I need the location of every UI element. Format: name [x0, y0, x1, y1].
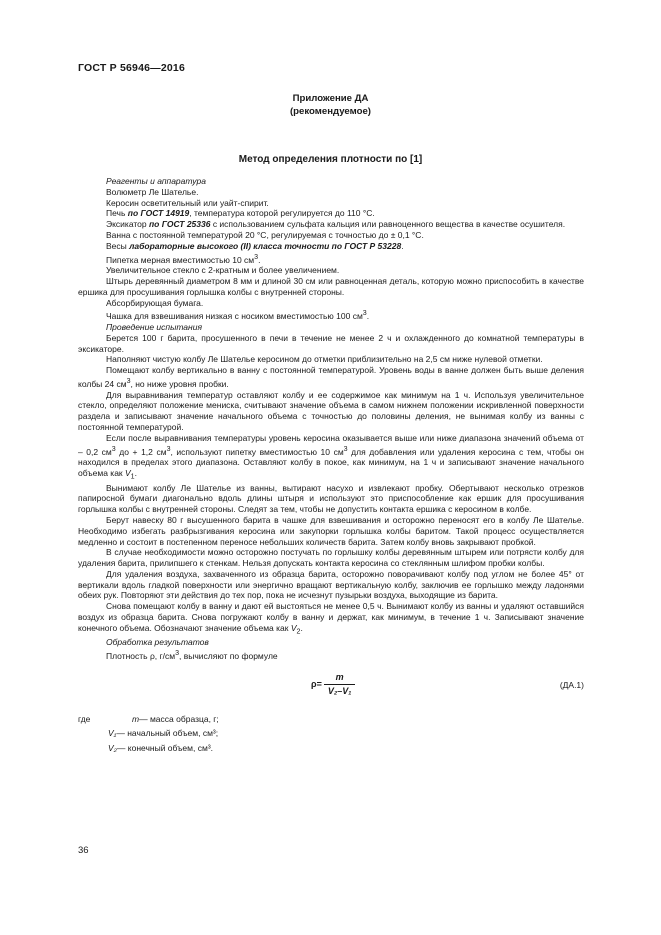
appendix-subtitle: (рекомендуемое) [289, 105, 371, 117]
legend-description: — конечный объем, см³. [116, 742, 214, 753]
equation-number: (ДА.1) [559, 679, 584, 690]
legend-description: — начальный объем, см³; [116, 728, 219, 739]
appendix-title: Приложение ДА [292, 93, 369, 104]
legend-row [78, 741, 584, 756]
legend-row [78, 712, 584, 727]
paragraph: Эксикатор по ГОСТ 25336 с использованием сульфата кальция или равноценного вещества в качестве осушителя. [106, 219, 566, 230]
formula-legend [78, 712, 584, 756]
paragraph: Помещают колбу вертикально в ванну с постоянной температурой. Уровень воды в ванне должен быть выше деления колбы 24 $см^3$, но ниже уровня пробки. [78, 365, 584, 389]
paragraph: Волюметр Ле Шателье. [106, 186, 199, 197]
legend-symbol: V₁ [108, 728, 117, 739]
page-number: 36 [78, 845, 89, 856]
formula-equals: = [316, 678, 322, 689]
density-formula [311, 672, 355, 697]
legend-row [78, 726, 584, 741]
paragraph: Плотность ρ, $г/см^3$, вычисляют по формуле [106, 649, 278, 661]
document-code: ГОСТ Р 56946—2016 [78, 62, 186, 74]
appendix-heading [0, 93, 661, 118]
paragraph: Берется 100 г барита, просушенного в печи в течение не менее 2 ч и охлажденного до комнатной температуры в эксикаторе. [78, 332, 584, 354]
paragraph: Штырь деревянный диаметром 8 мм и длиной 30 см или равноценная деталь, которую можно приспособить в качестве ершика для просушивания горлышка колбы с внутренней стороны. [78, 276, 584, 297]
paragraph: Наполняют чистую колбу Ле Шателье керосином до отметки приблизительно на 2,5 см ниже нулевой отметки. [106, 354, 543, 365]
paragraph: Печь по ГОСТ 14919, температура которой регулируется до 110 °С. [106, 208, 375, 219]
legend-symbol: V₂ [108, 742, 117, 753]
method-title: Метод определения плотности по [1] [238, 154, 423, 165]
paragraph: Берут навеску 80 г высушенного барита в чашке для взвешивания и осторожно переносят его в колбу Ле Шателье. Необходимо избегать разбрызгивания керосина или закупорки горлышка колбы баритом. Такой процесс осуществляется медленно и состоит в постепенном переносе небольших количеств барита. Затем колбу вновь закрывают пробкой. [78, 514, 584, 547]
paragraph: Снова помещают колбу в ванну и дают ей выстояться не менее 0,5 ч. Вынимают колбу из ванны и удаляют оставшийся воздух из образца барита. Снова погружают колбу в ванну и держат, как минимум, в течение 1 ч. Записывают значение конечного объема. Обозначают значение объема как $V_2$. [78, 601, 584, 636]
document-body [78, 176, 584, 755]
paragraph-list [78, 176, 584, 662]
legend-symbol: m [132, 713, 140, 724]
paragraph: Если после выравнивания температуры уровень керосина оказывается выше или ниже диапазона значений объема от – 0,2 $см^3$ до + 1,2 $см^3$, используют пипетку вместимостью 10 $см^3$ для добавления или удаления керосина с тем, чтобы он находился в пределах этого диапазона. Оставляют колбу в покое, как минимум, на 1 ч и записывают значение начального объема как $V_1$. [78, 432, 584, 481]
paragraph: Чашка для взвешивания низкая с носиком вместимостью 100 $см^3$. [106, 309, 370, 322]
paragraph: Абсорбирующая бумага. [106, 297, 204, 308]
paragraph: Керосин осветительный или уайт-спирит. [106, 197, 269, 208]
legend-description: — масса образца, г; [139, 713, 219, 724]
paragraph: В случае необходимости можно осторожно постучать по горлышку колбы деревянным штырем или потрясти колбу для удаления барита, прилипшего к стенкам. Нельзя допускать контакта керосина со стеклянным шлифом пробки колбы. [78, 547, 584, 569]
section-heading: Реагенты и аппаратура [106, 176, 206, 186]
paragraph: Для удаления воздуха, захваченного из образца барита, осторожно поворачивают колбу под углом не более 45° от вертикали вдоль гладкой поверхности или энергично вращают вертикальную колбу, заключив ее горлышко между ладонями обеих рук. Повторяют эти действия до тех пор, пока не исчезнут пузырьки воздуха, выходящие из барита. [78, 568, 584, 601]
paragraph: Вынимают колбу Ле Шателье из ванны, вытирают насухо и извлекают пробку. Обертывают несколько отрезков папиросной бумаги диагонально вдоль длины штыря и используют это приспособление как ершик для просушивания горлышка колбы с внутренней стороны. Следят за тем, чтобы не допустить контакта ершика с керосином в колбе. [78, 482, 584, 515]
paragraph: Для выравнивания температур оставляют колбу и ее содержимое как минимум на 1 ч. Используя увеличительное стекло, определяют положение мениска, считывают значение объема в самом нижнем положении искривленной поверхности раздела и записывают значение начального объема с точностью до половины деления, не вынимая колбу из ванны с постоянной температурой. [78, 389, 584, 433]
formula-lhs: ρ [311, 678, 317, 689]
paragraph: Пипетка мерная вместимостью 10 $см^3$. [106, 252, 261, 265]
formula-fraction [324, 672, 356, 697]
formula-block [78, 672, 584, 706]
paragraph: Ванна с постоянной температурой 20 °С, регулируемая с точностью до ± 0,1 °С. [106, 229, 424, 240]
paragraph: Увеличительное стекло с 2-кратным и более увеличением. [106, 265, 340, 276]
paragraph: Весы лабораторные высокого (II) класса точности по ГОСТ Р 53228. [106, 240, 404, 251]
legend-where-label: где [78, 713, 91, 724]
section-heading: Обработка результатов [106, 637, 209, 648]
formula-denominator: V₂–V₁ [324, 684, 356, 697]
formula-numerator: m [335, 671, 344, 682]
section-heading: Проведение испытания [106, 322, 202, 333]
